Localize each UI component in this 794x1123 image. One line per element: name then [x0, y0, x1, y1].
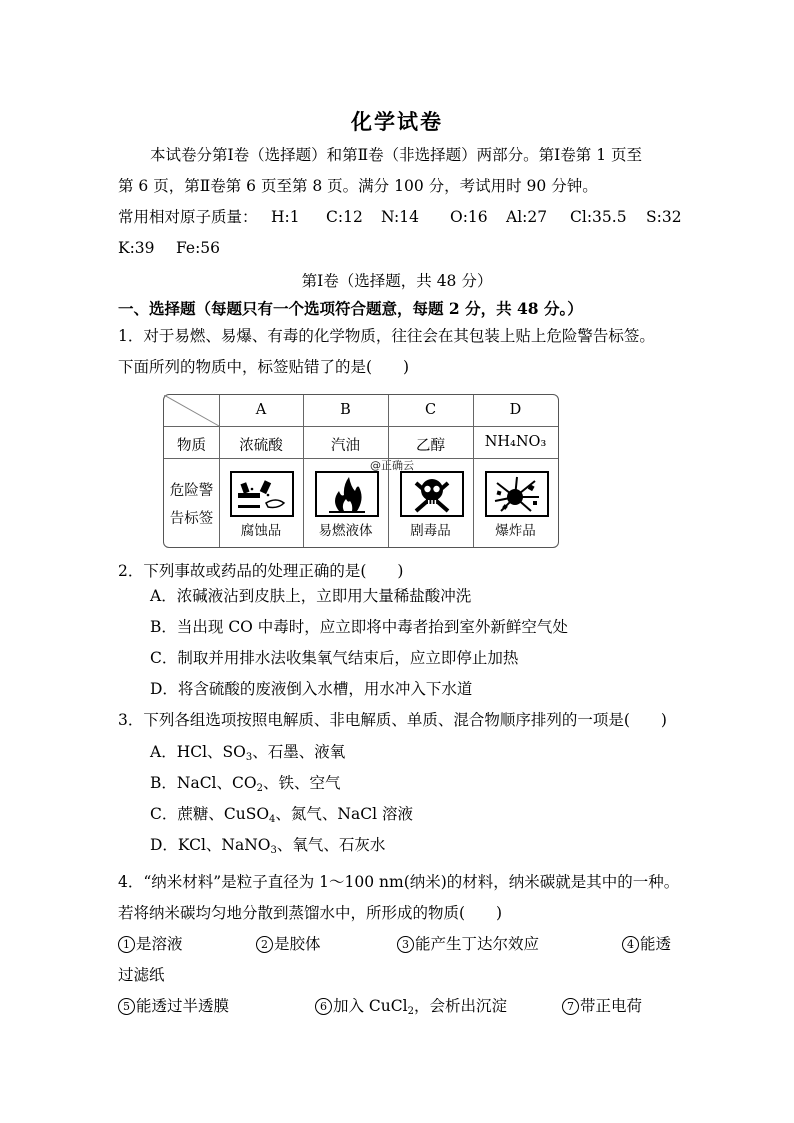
circled-number-6: 6	[315, 998, 332, 1015]
row-label-hazard-1: 危险警	[169, 483, 214, 499]
mass-al: Al:27	[506, 208, 548, 226]
mass-cl: Cl:35.5	[570, 208, 627, 226]
watermark: @正确云	[370, 459, 414, 472]
column-header-d: D	[509, 402, 522, 418]
q4-item-4-continued: 过滤纸	[118, 966, 165, 984]
q2-stem: 2．下列事故或药品的处理正确的是( )	[118, 562, 404, 580]
corrosive-icon	[230, 471, 294, 517]
q3-stem: 3．下列各组选项按照电解质、非电解质、单质、混合物顺序排列的一项是( )	[118, 711, 667, 729]
flame-icon	[315, 471, 379, 517]
q2-option-d: D．将含硫酸的废液倒入水槽，用水冲入下水道	[150, 680, 473, 698]
circled-number-4: 4	[622, 936, 639, 953]
hazard-label-c: 剧毒品	[410, 523, 451, 539]
hazard-label-d: 爆炸品	[495, 523, 536, 539]
q4-item-1: 1 是溶液	[118, 934, 183, 954]
mass-h: H:1	[271, 208, 300, 226]
q1-stem-line-2: 下面所列的物质中，标签贴错了的是( )	[118, 358, 410, 376]
substance-b: 汽油	[331, 438, 360, 454]
circled-number-1: 1	[118, 936, 135, 953]
mass-k: K:39	[118, 239, 155, 257]
q2-option-a: A．浓碱液沾到皮肤上，立即用大量稀盐酸冲洗	[150, 587, 472, 605]
q4-item-2: 2 是胶体	[256, 934, 321, 954]
section-title: 第Ⅰ卷（选择题，共 48 分）	[301, 272, 493, 290]
q4-item-3: 3 能产生丁达尔效应	[397, 934, 539, 954]
mass-n: N:14	[381, 208, 419, 226]
q2-option-b: B．当出现 CO 中毒时，应立即将中毒者抬到室外新鲜空气处	[150, 618, 568, 636]
q4-item-7: 7 带正电荷	[562, 996, 642, 1016]
q2-option-c: C．制取并用排水法收集氧气结束后，应立即停止加热	[150, 649, 519, 667]
skull-icon	[400, 471, 464, 517]
hazard-label-table	[163, 394, 559, 548]
q4-item-5: 5 能透过半透膜	[118, 996, 229, 1016]
mass-o: O:16	[450, 208, 488, 226]
intro-line-1: 本试卷分第Ⅰ卷（选择题）和第Ⅱ卷（非选择题）两部分。第Ⅰ卷第 1 页至	[150, 146, 642, 164]
hazard-label-b: 易燃液体	[318, 523, 373, 539]
column-header-c: C	[424, 402, 437, 418]
q3-option-c: C．蔗糖、CuSO$_4$、氮气、NaCl 溶液	[150, 805, 413, 825]
row-label-hazard-2: 告标签	[169, 511, 214, 527]
q3-option-b: B．NaCl、$CO_2$、铁、空气	[150, 774, 341, 794]
page-title: 化学试卷	[351, 109, 443, 134]
column-header-b: B	[340, 402, 351, 418]
intro-line-2: 第 6 页，第Ⅱ卷第 6 页至第 8 页。满分 100 分，考试用时 90 分钟。	[118, 177, 598, 195]
header-diagonal	[164, 395, 220, 427]
column-header-a: A	[255, 402, 267, 418]
substance-d: NH₄NO₃	[484, 434, 547, 450]
explosion-icon	[485, 471, 549, 517]
hazard-label-a: 腐蚀品	[240, 523, 282, 539]
q3-option-d: D．KCl、NaNO$_3$、氧气、石灰水	[150, 836, 386, 856]
q4-item-6: 6 加入 CuCl$_2$，会析出沉淀	[315, 996, 507, 1016]
mass-c: C:12	[326, 208, 363, 226]
q4-item-4: 4 能透	[622, 934, 671, 954]
row-label-substance: 物质	[177, 438, 206, 454]
atomic-mass-label: 常用相对原子质量：	[118, 208, 258, 226]
circled-number-2: 2	[256, 936, 273, 953]
circled-number-5: 5	[118, 998, 135, 1015]
part-heading: 一、选择题（每题只有一个选项符合题意，每题 2 分，共 48 分。）	[118, 299, 583, 318]
q4-stem-line-1: 4．“纳米材料”是粒子直径为 1～100 nm(纳米)的材料，纳米碳就是其中的一种。	[118, 873, 680, 891]
mass-fe: Fe:56	[176, 239, 221, 257]
circled-number-7: 7	[562, 998, 579, 1015]
q1-stem-line-1: 1．对于易燃、易爆、有毒的化学物质，往往会在其包装上贴上危险警告标签。	[118, 327, 655, 345]
circled-number-3: 3	[397, 936, 414, 953]
q3-option-a: A．HCl、$SO_3$、石墨、液氧	[150, 743, 346, 763]
substance-c: 乙醇	[416, 438, 445, 454]
substance-a: 浓硫酸	[239, 438, 283, 454]
q4-stem-line-2: 若将纳米碳均匀地分散到蒸馏水中，所形成的物质( )	[118, 904, 503, 922]
mass-s: S:32	[646, 208, 682, 226]
